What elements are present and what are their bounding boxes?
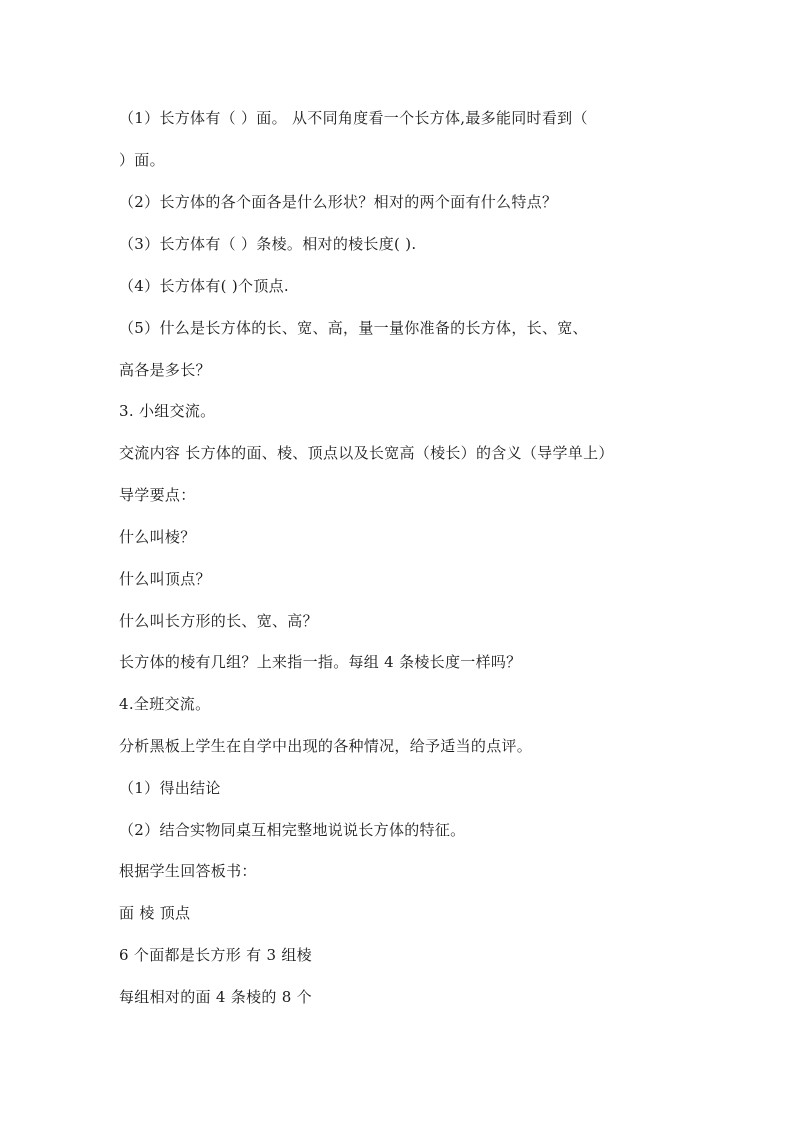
text-line-5: （4）长方体有( )个顶点. — [119, 277, 289, 295]
text-line-1: （1）长方体有（ ）面。 从不同角度看一个长方体,最多能同时看到（ — [119, 109, 588, 127]
text-line-9: 交流内容 长方体的面、棱、顶点以及长宽高（棱长）的含义（导学单上） — [119, 444, 614, 462]
text-line-18: （2）结合实物同桌互相完整地说说长方体的特征。 — [119, 821, 466, 839]
text-line-15: 4.全班交流。 — [119, 695, 211, 713]
text-line-14: 长方体的棱有几组？上来指一指。每组 4 条棱长度一样吗？ — [119, 653, 522, 671]
text-line-7: 高各是多长？ — [119, 361, 211, 379]
text-line-11: 什么叫棱？ — [119, 528, 196, 546]
text-line-6: （5）什么是长方体的长、宽、高，量一量你准备的长方体，长、宽、 — [119, 319, 588, 337]
text-line-20: 面 棱 顶点 — [119, 904, 191, 922]
text-line-16: 分析黑板上学生在自学中出现的各种情况，给予适当的点评。 — [119, 737, 533, 755]
text-line-4: （3）长方体有（ ）条棱。相对的棱长度( ). — [119, 235, 417, 253]
text-line-12: 什么叫顶点？ — [119, 570, 211, 588]
text-line-10: 导学要点： — [119, 486, 196, 504]
text-line-22: 每组相对的面 4 条棱的 8 个 — [119, 988, 312, 1006]
text-line-21: 6 个面都是长方形 有 3 组棱 — [119, 946, 312, 964]
text-line-3: （2）长方体的各个面各是什么形状？相对的两个面有什么特点？ — [119, 193, 558, 211]
text-line-13: 什么叫长方形的长、宽、高？ — [119, 612, 318, 630]
text-line-8: 3. 小组交流。 — [119, 402, 216, 420]
text-line-19: 根据学生回答板书： — [119, 862, 257, 880]
text-line-2: ）面。 — [119, 151, 165, 169]
text-line-17: （1）得出结论 — [119, 779, 221, 797]
